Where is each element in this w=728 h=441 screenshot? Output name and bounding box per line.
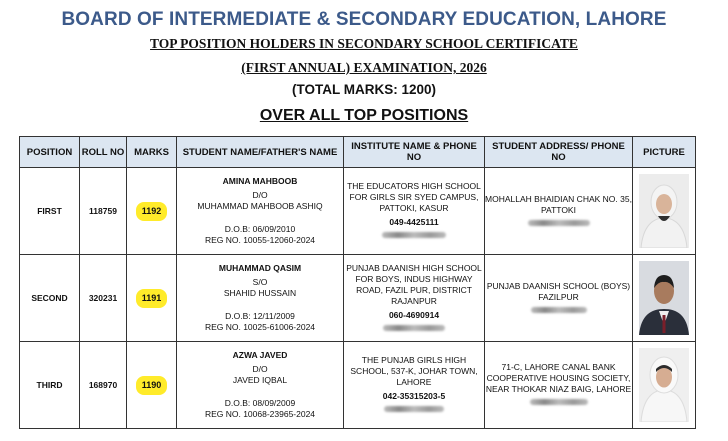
redacted-phone	[383, 325, 445, 331]
position-cell: THIRD	[20, 342, 80, 429]
column-header: POSITION	[20, 137, 80, 168]
table-row	[20, 342, 696, 429]
address-cell	[485, 168, 633, 255]
institute-name: THE PUNJAB GIRLS HIGH SCHOOL, 537-K, JOHAR TOWN, LAHORE	[350, 355, 478, 387]
column-header: ROLL NO	[80, 137, 127, 168]
student-address: PUNJAB DAANISH SCHOOL (BOYS) FAZILPUR	[486, 280, 631, 302]
marks-highlight: 1190	[136, 376, 168, 395]
student-photo	[639, 174, 689, 248]
institute-name: THE EDUCATORS HIGH SCHOOL FOR GIRLS SIR SYED CAMPUS, PATTOKI, KASUR	[347, 181, 481, 213]
reg-no: REG NO. 10068-23965-2024	[204, 409, 316, 419]
board-title: BOARD OF INTERMEDIATE & SECONDARY EDUCATION, LAHORE	[61, 9, 667, 30]
marks-cell	[127, 168, 177, 255]
student-photo	[639, 348, 689, 422]
institute-cell	[344, 342, 485, 429]
father-name: JAVED IQBAL	[232, 375, 288, 385]
column-header: STUDENT ADDRESS/ PHONE NO	[485, 137, 633, 168]
relation: S/O	[252, 277, 268, 287]
table-row	[20, 168, 696, 255]
picture-cell	[633, 255, 696, 342]
student-cell	[177, 342, 344, 429]
institute-phone: 042-35315203-5	[382, 391, 446, 401]
redacted-phone	[528, 220, 590, 226]
marks-cell	[127, 342, 177, 429]
section-title: OVER ALL TOP POSITIONS	[259, 107, 469, 124]
student-photo	[639, 261, 689, 335]
dob: D.O.B: 08/09/2009	[224, 398, 296, 408]
student-cell	[177, 168, 344, 255]
marks-highlight: 1191	[136, 289, 168, 308]
institute-phone: 060-4690914	[388, 309, 440, 320]
position-cell: FIRST	[20, 168, 80, 255]
table-header-row	[20, 137, 696, 168]
column-header: STUDENT NAME/FATHER'S NAME	[177, 137, 344, 168]
picture-cell	[633, 342, 696, 429]
relation: D/O	[252, 190, 268, 200]
relation: D/O	[252, 364, 268, 374]
student-name: AMINA MAHBOOB	[222, 176, 298, 186]
redacted-phone	[531, 307, 587, 313]
redacted-phone	[382, 232, 446, 238]
father-name: MUHAMMAD MAHBOOB ASHIQ	[197, 201, 323, 211]
address-cell	[485, 342, 633, 429]
student-address: MOHALLAH BHAIDIAN CHAK NO. 35, PATTOKI	[485, 193, 632, 215]
student-name: MUHAMMAD QASIM	[218, 263, 302, 273]
total-marks: (TOTAL MARKS: 1200)	[291, 82, 437, 97]
roll-no-cell: 118759	[80, 168, 127, 255]
reg-no: REG NO. 10055-12060-2024	[204, 235, 316, 245]
picture-cell	[633, 168, 696, 255]
redacted-phone	[384, 406, 444, 412]
roll-no-cell: 168970	[80, 342, 127, 429]
subtitle-line-2: (FIRST ANNUAL) EXAMINATION, 2026	[241, 60, 487, 75]
address-cell	[485, 255, 633, 342]
position-cell: SECOND	[20, 255, 80, 342]
column-header: INSTITUTE NAME & PHONE NO	[344, 137, 485, 168]
redacted-phone	[530, 399, 588, 405]
dob: D.O.B: 06/09/2010	[224, 224, 296, 234]
institute-phone: 049-4425111	[389, 217, 439, 227]
student-cell	[177, 255, 344, 342]
reg-no: REG NO. 10025-61006-2024	[204, 322, 316, 332]
institute-cell	[344, 255, 485, 342]
marks-highlight: 1192	[136, 202, 168, 221]
institute-name: PUNJAB DAANISH HIGH SCHOOL FOR BOYS, INDUS HIGHWAY ROAD, FAZIL PUR, DISTRICT RAJANPUR	[346, 262, 482, 306]
student-address: 71-C, LAHORE CANAL BANK COOPERATIVE HOUSING SOCIETY, NEAR THOKAR NIAZ BAIG, LAHORE	[485, 362, 632, 394]
marks-cell	[127, 255, 177, 342]
results-table	[19, 136, 696, 429]
dob: D.O.B: 12/11/2009	[225, 311, 295, 321]
institute-cell	[344, 168, 485, 255]
column-header: MARKS	[127, 137, 177, 168]
roll-no-cell: 320231	[80, 255, 127, 342]
column-header: PICTURE	[633, 137, 696, 168]
father-name: SHAHID HUSSAIN	[223, 288, 297, 298]
table-row	[20, 255, 696, 342]
subtitle-line-1: TOP POSITION HOLDERS IN SECONDARY SCHOOL CERTIFICATE	[150, 36, 578, 51]
student-name: AZWA JAVED	[232, 350, 288, 360]
